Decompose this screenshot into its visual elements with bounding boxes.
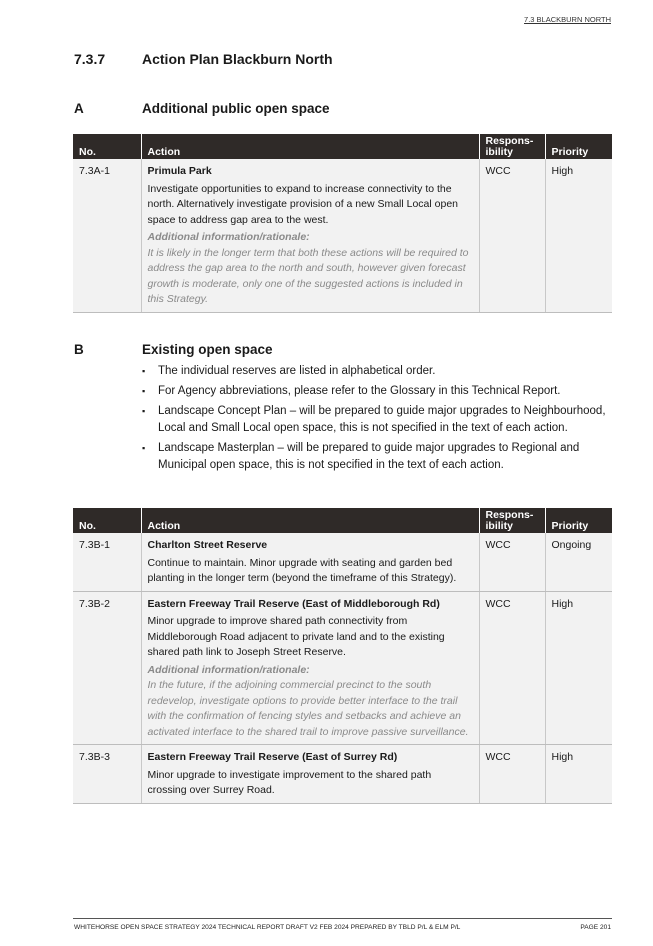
priority: Ongoing (545, 533, 612, 591)
action-cell (141, 745, 479, 804)
table-row (73, 159, 612, 312)
list-item (140, 363, 610, 380)
table-header (73, 134, 612, 159)
col-header-action: Action (141, 508, 479, 533)
action-cell (141, 533, 479, 591)
section-title: Additional public open space (142, 101, 330, 116)
section-letter: A (74, 101, 84, 116)
action-text: Minor upgrade to investigate improvement to the shared path crossing over Surrey Road. (147, 768, 432, 796)
section-b-heading (74, 342, 594, 357)
responsibility: WCC (479, 745, 545, 804)
responsibility: WCC (479, 159, 545, 312)
section-title: Existing open space (142, 342, 273, 357)
action-number: 7.3B-2 (73, 591, 141, 745)
responsibility: WCC (479, 533, 545, 591)
col-header-no: No. (73, 134, 141, 159)
additional-info-text: It is likely in the longer term that both these actions will be required to address the gap area to the north and south, however given forecast growth is moderate, only one of the suggested actions is included in this Strategy. (147, 246, 469, 305)
table-row (73, 745, 612, 804)
additional-info-label: Additional information/rationale: (147, 663, 310, 676)
footer-divider (73, 918, 612, 919)
action-table-b (73, 508, 612, 804)
priority: High (545, 159, 612, 312)
list-item-text: Landscape Concept Plan – will be prepared to guide major upgrades to Neighbourhood, Local and Small Local open space, this is not specified in the text of each action. (158, 405, 606, 434)
priority: High (545, 745, 612, 804)
action-text: Continue to maintain. Minor upgrade with seating and garden bed planting in the longer term (beyond the timeframe of this Strategy). (147, 556, 457, 584)
responsibility: WCC (479, 591, 545, 745)
list-item (140, 440, 610, 474)
action-cell (141, 591, 479, 745)
heading-title: Action Plan Blackburn North (142, 51, 333, 67)
bullet-icon: ▪ (142, 366, 146, 376)
action-text: Investigate opportunities to expand to increase connectivity to the north. Alternatively investigate provision of a new Small Local open space to address gap area to the west. (147, 182, 459, 226)
additional-info-label: Additional information/rationale: (147, 231, 310, 243)
page-heading (74, 51, 594, 67)
section-letter: B (74, 342, 84, 357)
col-header-no: No. (73, 508, 141, 533)
additional-info-text: In the future, if the adjoining commercial precinct to the south redevelop, investigate options to provide better interface to the trail with the confirmation of fencing styles and setbacks and achieve an activated interface to the shared trail to improve passive surveillance. (147, 679, 469, 738)
bullet-icon: ▪ (142, 406, 146, 416)
list-item (140, 383, 610, 400)
action-text: Minor upgrade to improve shared path connectivity from Middleborough Road adjacent to private land and to the existing shared path link to Joseph Street Reserve. (147, 615, 445, 658)
action-table-a (73, 134, 612, 313)
col-header-priority: Priority (545, 508, 612, 533)
bullet-icon: ▪ (142, 443, 146, 453)
priority: High (545, 591, 612, 745)
section-a-heading (74, 101, 594, 116)
col-header-responsibility: Respons-ibility (479, 508, 545, 533)
action-number: 7.3B-1 (73, 533, 141, 591)
page-number: PAGE 201 (580, 924, 611, 931)
heading-number: 7.3.7 (74, 51, 106, 67)
table-header (73, 508, 612, 533)
list-item-text: Landscape Masterplan – will be prepared to guide major upgrades to Regional and Municipal open space, this is not specified in the text of each action. (158, 442, 580, 471)
table-row (73, 533, 612, 591)
col-header-responsibility: Respons-ibility (479, 134, 545, 159)
list-item (140, 403, 610, 437)
col-header-action: Action (141, 134, 479, 159)
action-title: Eastern Freeway Trail Reserve (East of Middleborough Rd) (147, 597, 440, 610)
bullet-icon: ▪ (142, 386, 146, 396)
list-item-text: The individual reserves are listed in alphabetical order. (158, 365, 436, 377)
list-item-text: For Agency abbreviations, please refer to the Glossary in this Technical Report. (158, 385, 561, 397)
action-title: Primula Park (147, 165, 212, 177)
notes-list (140, 363, 610, 477)
col-header-priority: Priority (545, 134, 612, 159)
action-number: 7.3A-1 (73, 159, 141, 312)
action-cell (141, 159, 479, 312)
table-row (73, 591, 612, 745)
action-title: Charlton Street Reserve (147, 539, 268, 551)
running-head: 7.3 BLACKBURN NORTH (524, 15, 611, 24)
action-number: 7.3B-3 (73, 745, 141, 804)
action-title: Eastern Freeway Trail Reserve (East of Surrey Rd) (147, 751, 398, 763)
footer-text: WHITEHORSE OPEN SPACE STRATEGY 2024 TECHNICAL REPORT DRAFT V2 FEB 2024 PREPARED BY TBLD P/L & ELM P/L (74, 924, 461, 931)
